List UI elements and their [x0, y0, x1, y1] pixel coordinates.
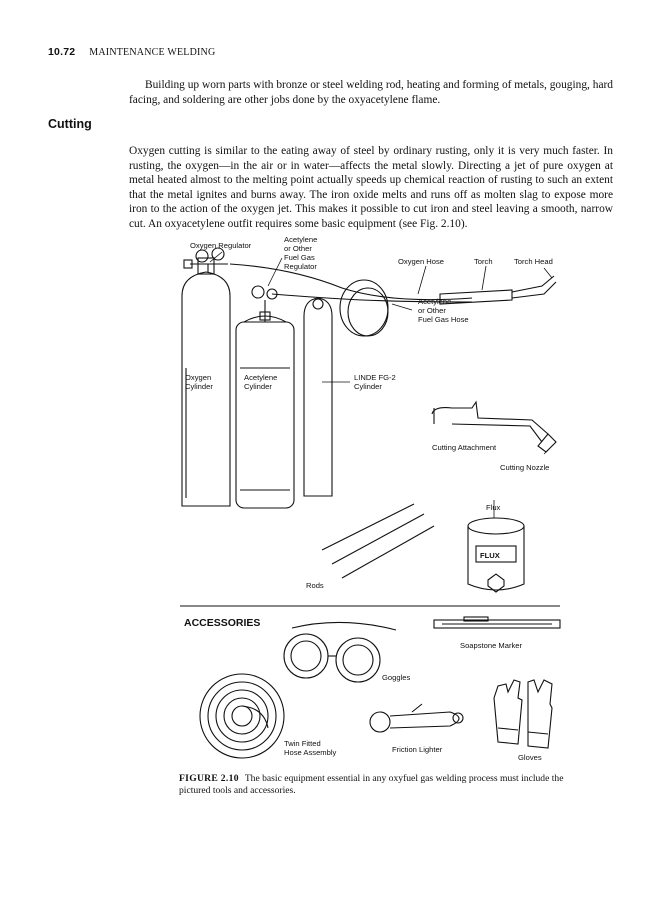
cutting-paragraph: Oxygen cutting is similar to the eating away of steel by ordinary rusting, only it is very much faster. In rusting, the oxygen—in the air or in water—affects the metal slowly. Directing a jet of pure oxygen at metal heated almost to the melting point actually speeds up chemical reaction of rusting to such an extent that the metal ignites and burns away. The iron oxide melts and runs off as molten slag to expose more iron to the action of the oxygen jet. This makes it possible to cut iron and steel leaving a smooth, narrow cut. An oxyacetylene outfit requires some basic equipment (see Fig. 2.10). [129, 145, 613, 230]
label-oxygen-regulator: Oxygen Regulator [190, 241, 252, 250]
label-oxygen-cylinder-1: Oxygen [185, 373, 212, 382]
label-oxygen-hose: Oxygen Hose [398, 257, 445, 266]
label-flux: Flux [486, 503, 501, 512]
intro-paragraph: Building up worn parts with bronze or steel welding rod, heating and forming of metals, gouging, hard facing, and soldering are other jobs done by the oxyacetylene flame. [129, 79, 613, 106]
caption-label: FIGURE 2.10 [179, 773, 239, 784]
caption-text: The basic equipment essential in any oxyfuel gas welding process must include the pictured tools and accessories. [179, 773, 564, 796]
label-acetylene-cylinder-2: Cylinder [244, 382, 272, 391]
label-twin-hose-2: Hose Assembly [284, 748, 337, 757]
label-acetylene-regulator-3: Fuel Gas [284, 253, 315, 262]
soapstone-marker [434, 617, 560, 628]
label-gloves: Gloves [518, 753, 542, 762]
label-flux-can: FLUX [480, 551, 500, 560]
page-number: 10.72 [48, 46, 76, 58]
figure-caption [179, 773, 564, 797]
label-fuel-hose-2: or Other [418, 306, 446, 315]
label-oxygen-cylinder-2: Cylinder [185, 382, 213, 391]
twin-hose-coil [200, 674, 284, 758]
rods [322, 504, 434, 578]
gloves [494, 680, 552, 748]
label-linde-cylinder-2: Cylinder [354, 382, 382, 391]
torch [440, 276, 556, 304]
friction-lighter [370, 704, 463, 732]
label-linde-cylinder-1: LINDE FG-2 [354, 373, 396, 382]
equipment-illustration [172, 228, 564, 768]
label-acetylene-regulator-2: or Other [284, 244, 312, 253]
equipment-figure [172, 228, 564, 768]
label-cutting-nozzle: Cutting Nozzle [500, 463, 550, 472]
label-acetylene-cylinder-1: Acetylene [244, 373, 278, 382]
running-header [48, 46, 215, 58]
linde-cylinder [304, 298, 332, 496]
label-cutting-attachment: Cutting Attachment [432, 443, 497, 452]
acetylene-cylinder [236, 316, 294, 508]
label-soapstone-marker: Soapstone Marker [460, 641, 523, 650]
label-torch: Torch [474, 257, 493, 266]
label-acetylene-regulator-4: Regulator [284, 262, 317, 271]
goggles [284, 622, 396, 682]
label-accessories: ACCESSORIES [184, 617, 261, 629]
label-acetylene-regulator-1: Acetylene [284, 235, 318, 244]
label-goggles: Goggles [382, 673, 411, 682]
oxygen-regulator [184, 248, 228, 272]
section-heading: Cutting [48, 117, 92, 131]
label-rods: Rods [306, 581, 324, 590]
label-twin-hose-1: Twin Fitted [284, 739, 321, 748]
label-friction-lighter: Friction Lighter [392, 745, 443, 754]
label-fuel-hose-1: Acetylene [418, 297, 452, 306]
label-torch-head: Torch Head [514, 257, 553, 266]
label-fuel-hose-3: Fuel Gas Hose [418, 315, 469, 324]
running-title: MAINTENANCE WELDING [89, 47, 216, 58]
